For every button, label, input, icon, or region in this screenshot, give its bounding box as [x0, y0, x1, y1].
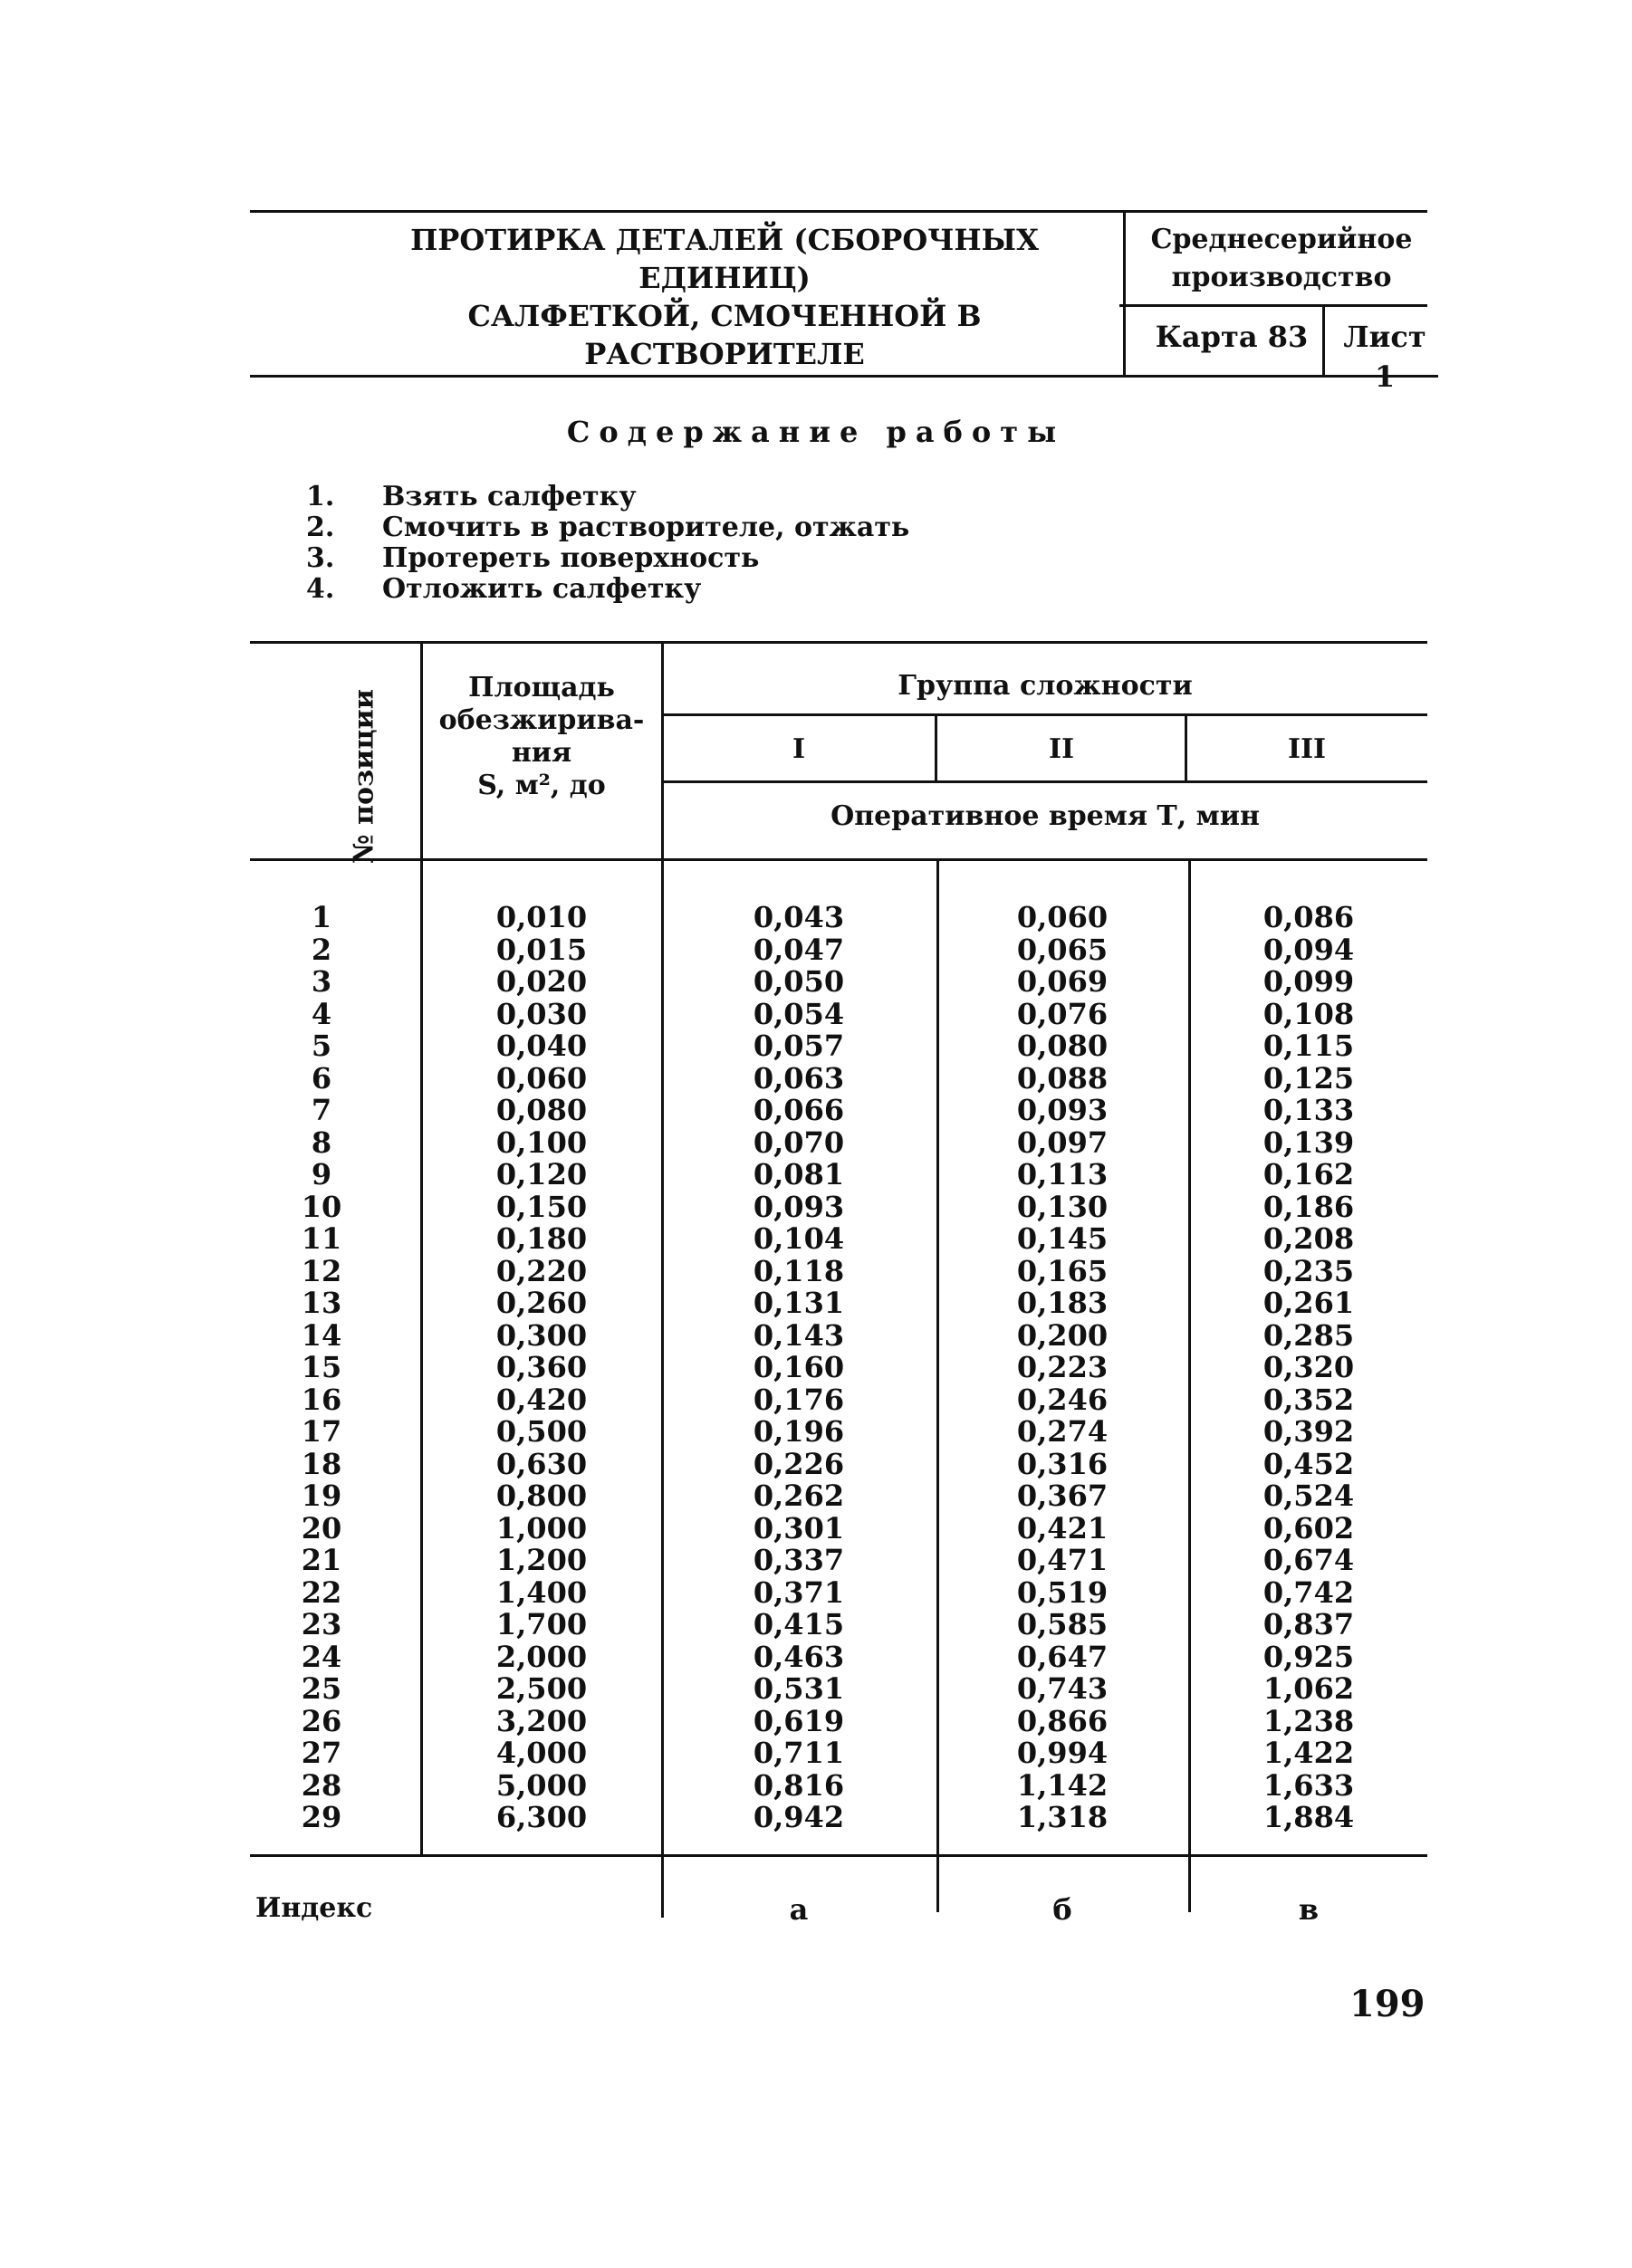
table-cell: 0,519	[1016, 1574, 1109, 1610]
step-number: 3.	[306, 542, 335, 574]
table-cell: 0,093	[753, 1189, 845, 1224]
table-cell: 0,115	[1262, 1029, 1355, 1063]
table-cell: 0,066	[753, 1093, 845, 1127]
area-header-line4: S, м², до	[477, 770, 606, 801]
step-text: Взять салфетку	[382, 481, 637, 512]
table-cell: 29	[301, 1800, 342, 1834]
table-cell: 0,674	[1262, 1543, 1355, 1577]
table-cell: 0,054	[753, 996, 845, 1031]
table-cell: 0,057	[753, 1029, 845, 1063]
table-cell: 0,500	[495, 1414, 588, 1449]
table-cell: 22	[301, 1574, 342, 1610]
complexity-group-header: Группа сложности	[898, 670, 1193, 702]
work-steps-list	[306, 482, 909, 605]
table-cell: 0,800	[495, 1479, 588, 1513]
table-cell: 0,108	[1262, 996, 1355, 1031]
table-cell: 0,040	[495, 1029, 588, 1063]
group3-column	[1190, 902, 1427, 1834]
step-number: 4.	[306, 573, 335, 605]
table-cell: 0,262	[753, 1479, 845, 1513]
table-cell: 11	[301, 1221, 342, 1256]
table-cell: 0,063	[753, 1060, 845, 1096]
table-cell: 0,047	[753, 932, 845, 967]
table-cell: 0,162	[1262, 1157, 1355, 1191]
group3-header: III	[1287, 733, 1327, 765]
table-cell: 0,420	[495, 1382, 588, 1417]
table-cell: 0,630	[495, 1446, 588, 1481]
table-cell: 27	[301, 1736, 342, 1770]
work-step	[306, 482, 909, 512]
work-step	[306, 512, 909, 543]
header-top-rule	[250, 210, 1427, 213]
table-cell: 0,030	[495, 996, 588, 1031]
step-text: Смочить в растворителе, отжать	[382, 512, 910, 543]
table-cell: 10	[301, 1189, 342, 1224]
table-cell: 1,884	[1262, 1800, 1355, 1834]
position-column-divider	[420, 643, 423, 1856]
header-title-line1: ПРОТИРКА ДЕТАЛЕЙ (СБОРОЧНЫХ ЕДИНИЦ)	[410, 223, 1039, 295]
table-cell: 0,088	[1016, 1060, 1109, 1096]
group1-column	[663, 902, 935, 1834]
table-cell: 0,186	[1262, 1189, 1355, 1224]
table-cell: 0,220	[495, 1253, 588, 1288]
operative-time-header: Оперативное время Т, мин	[830, 800, 1260, 832]
table-cell: 0,104	[753, 1221, 845, 1256]
table-cell: 13	[301, 1286, 342, 1320]
table-cell: 1,000	[495, 1510, 588, 1545]
table-cell: 23	[301, 1607, 342, 1641]
table-cell: 0,246	[1016, 1382, 1109, 1417]
index-group1: а	[789, 1892, 809, 1927]
table-cell: 0,113	[1016, 1157, 1109, 1191]
index-group3: в	[1298, 1892, 1320, 1927]
table-cell: 3,200	[495, 1703, 588, 1738]
table-cell: 0,223	[1016, 1350, 1109, 1384]
production-line2: производство	[1171, 262, 1392, 293]
table-cell: 0,099	[1262, 964, 1355, 999]
area-column	[426, 902, 658, 1834]
work-step	[306, 574, 909, 605]
table-cell: 0,235	[1262, 1253, 1355, 1288]
table-cell: 0,415	[753, 1607, 845, 1641]
table-cell: 0,524	[1262, 1479, 1355, 1513]
area-column-header	[426, 672, 658, 802]
table-cell: 0,118	[753, 1253, 845, 1288]
table-cell: 0,260	[495, 1286, 588, 1320]
table-cell: 0,125	[1262, 1060, 1355, 1096]
table-cell: 0,093	[1016, 1093, 1109, 1127]
table-cell: 4	[311, 996, 332, 1031]
table-cell: 1,318	[1016, 1800, 1109, 1834]
work-step	[306, 543, 909, 574]
table-cell: 0,471	[1016, 1543, 1109, 1577]
header-vertical-divider	[1123, 210, 1126, 377]
table-cell: 0,133	[1262, 1093, 1355, 1127]
table-cell: 0,301	[753, 1510, 845, 1545]
table-cell: 0,010	[495, 900, 588, 934]
table-cell: 0,165	[1016, 1253, 1109, 1288]
table-top-rule	[250, 641, 1427, 644]
step-number: 2.	[306, 512, 335, 543]
area-header-line1: Площадь	[468, 672, 615, 703]
table-cell: 1,142	[1016, 1767, 1109, 1803]
table-cell: 0,050	[753, 964, 845, 999]
table-cell: 0,742	[1262, 1574, 1355, 1610]
table-cell: 0,367	[1016, 1479, 1109, 1513]
table-cell: 6,300	[495, 1800, 588, 1834]
table-cell: 0,150	[495, 1189, 588, 1224]
table-cell: 0,208	[1262, 1221, 1355, 1256]
table-cell: 0,060	[1016, 900, 1109, 934]
table-cell: 1,633	[1262, 1767, 1355, 1803]
table-cell: 21	[301, 1543, 342, 1577]
production-line1: Среднесерийное	[1150, 224, 1413, 255]
table-cell: 0,081	[753, 1157, 845, 1191]
table-cell: 0,452	[1262, 1446, 1355, 1481]
table-cell: 3	[311, 964, 332, 999]
table-cell: 0,421	[1016, 1510, 1109, 1545]
table-cell: 5,000	[495, 1767, 588, 1803]
table-cell: 5	[311, 1029, 332, 1063]
table-body-bottom-rule	[250, 1854, 1427, 1857]
table-cell: 0,320	[1262, 1350, 1355, 1384]
table-cell: 0,080	[1016, 1029, 1109, 1063]
table-cell: 0,352	[1262, 1382, 1355, 1417]
table-cell: 7	[311, 1093, 332, 1127]
table-cell: 1,062	[1262, 1671, 1355, 1706]
table-cell: 2	[311, 932, 332, 967]
table-cell: 0,020	[495, 964, 588, 999]
table-cell: 0,065	[1016, 932, 1109, 967]
sheet-number: Лист 1	[1343, 320, 1426, 394]
table-cell: 26	[301, 1703, 342, 1738]
table-cell: 1,238	[1262, 1703, 1355, 1738]
index-label: Индекс	[255, 1892, 373, 1924]
table-cell: 0,070	[753, 1124, 845, 1160]
group1-header: I	[792, 733, 806, 765]
group-numbers-rule	[663, 780, 1427, 783]
production-type	[1132, 221, 1431, 297]
table-cell: 28	[301, 1767, 342, 1803]
table-cell: 0,463	[753, 1639, 845, 1674]
table-cell: 0,866	[1016, 1703, 1109, 1738]
step-number: 1.	[306, 481, 335, 512]
table-cell: 2,000	[495, 1639, 588, 1674]
table-cell: 0,371	[753, 1574, 845, 1610]
table-cell: 0,619	[753, 1703, 845, 1738]
table-cell: 0,360	[495, 1350, 588, 1384]
table-cell: 1,422	[1262, 1736, 1355, 1770]
area-header-line2: обезжирива-	[438, 704, 645, 736]
table-cell: 1,200	[495, 1543, 588, 1577]
header-bottom-rule	[250, 375, 1438, 378]
page-number: 199	[1349, 1983, 1426, 2025]
table-cell: 0,139	[1262, 1124, 1355, 1160]
table-cell: 0,094	[1262, 932, 1355, 967]
table-cell: 0,994	[1016, 1736, 1109, 1770]
header-title	[362, 221, 1087, 373]
header-inner-rule	[1119, 304, 1427, 307]
table-cell: 0,300	[495, 1317, 588, 1353]
group2-header: II	[1048, 733, 1075, 765]
table-cell: 18	[301, 1446, 342, 1481]
table-cell: 0,196	[753, 1414, 845, 1449]
table-cell: 0,100	[495, 1124, 588, 1160]
table-header-bottom-rule	[250, 858, 1427, 861]
table-cell: 0,015	[495, 932, 588, 967]
position-column-header: № позиции	[348, 688, 380, 865]
table-cell: 15	[301, 1350, 342, 1384]
table-cell: 0,200	[1016, 1317, 1109, 1353]
table-cell: 0,711	[753, 1736, 845, 1770]
table-cell: 17	[301, 1414, 342, 1449]
table-cell: 0,837	[1262, 1607, 1355, 1641]
position-column	[272, 902, 371, 1834]
table-cell: 0,183	[1016, 1286, 1109, 1320]
table-cell: 0,925	[1262, 1639, 1355, 1674]
table-cell: 16	[301, 1382, 342, 1417]
table-cell: 0,647	[1016, 1639, 1109, 1674]
table-cell: 0,060	[495, 1060, 588, 1096]
table-cell: 0,086	[1262, 900, 1355, 934]
table-cell: 1,400	[495, 1574, 588, 1610]
table-cell: 0,076	[1016, 996, 1109, 1031]
table-cell: 0,097	[1016, 1124, 1109, 1160]
table-cell: 14	[301, 1317, 342, 1353]
table-cell: 0,080	[495, 1093, 588, 1127]
table-cell: 0,285	[1262, 1317, 1355, 1353]
table-cell: 12	[301, 1253, 342, 1288]
table-cell: 0,337	[753, 1543, 845, 1577]
area-header-line3: ния	[511, 737, 572, 769]
table-cell: 0,261	[1262, 1286, 1355, 1320]
table-cell: 8	[311, 1124, 332, 1160]
group-header-rule	[663, 713, 1427, 716]
table-cell: 0,120	[495, 1157, 588, 1191]
table-cell: 6	[311, 1060, 332, 1096]
table-cell: 0,274	[1016, 1414, 1109, 1449]
table-cell: 0,392	[1262, 1414, 1355, 1449]
table-cell: 0,180	[495, 1221, 588, 1256]
table-cell: 0,131	[753, 1286, 845, 1320]
header-title-line2: САЛФЕТКОЙ, СМОЧЕННОЙ В РАСТВОРИТЕЛЕ	[467, 299, 982, 371]
table-cell: 0,160	[753, 1350, 845, 1384]
table-cell: 0,226	[753, 1446, 845, 1481]
table-cell: 0,176	[753, 1382, 845, 1417]
table-cell: 0,130	[1016, 1189, 1109, 1224]
table-cell: 2,500	[495, 1671, 588, 1706]
table-cell: 1,700	[495, 1607, 588, 1641]
table-cell: 25	[301, 1671, 342, 1706]
table-cell: 19	[301, 1479, 342, 1513]
group2-column	[938, 902, 1186, 1834]
table-cell: 0,145	[1016, 1221, 1109, 1256]
table-cell: 0,743	[1016, 1671, 1109, 1706]
index-group2: б	[1052, 1892, 1072, 1927]
step-text: Отложить салфетку	[382, 573, 702, 605]
table-cell: 0,602	[1262, 1510, 1355, 1545]
work-content-title: Содержание работы	[566, 415, 1066, 449]
table-cell: 20	[301, 1510, 342, 1545]
table-cell: 24	[301, 1639, 342, 1674]
table-cell: 0,942	[753, 1800, 845, 1834]
table-cell: 0,143	[753, 1317, 845, 1353]
table-cell: 0,585	[1016, 1607, 1109, 1641]
card-number: Карта 83	[1155, 320, 1309, 354]
table-cell: 0,069	[1016, 964, 1109, 999]
table-cell: 1	[311, 900, 332, 934]
table-cell: 9	[311, 1157, 332, 1191]
table-cell: 0,043	[753, 900, 845, 934]
table-cell: 0,316	[1016, 1446, 1109, 1481]
step-text: Протереть поверхность	[382, 542, 760, 574]
table-cell: 4,000	[495, 1736, 588, 1770]
table-cell: 0,531	[753, 1671, 845, 1706]
table-cell: 0,816	[753, 1767, 845, 1803]
